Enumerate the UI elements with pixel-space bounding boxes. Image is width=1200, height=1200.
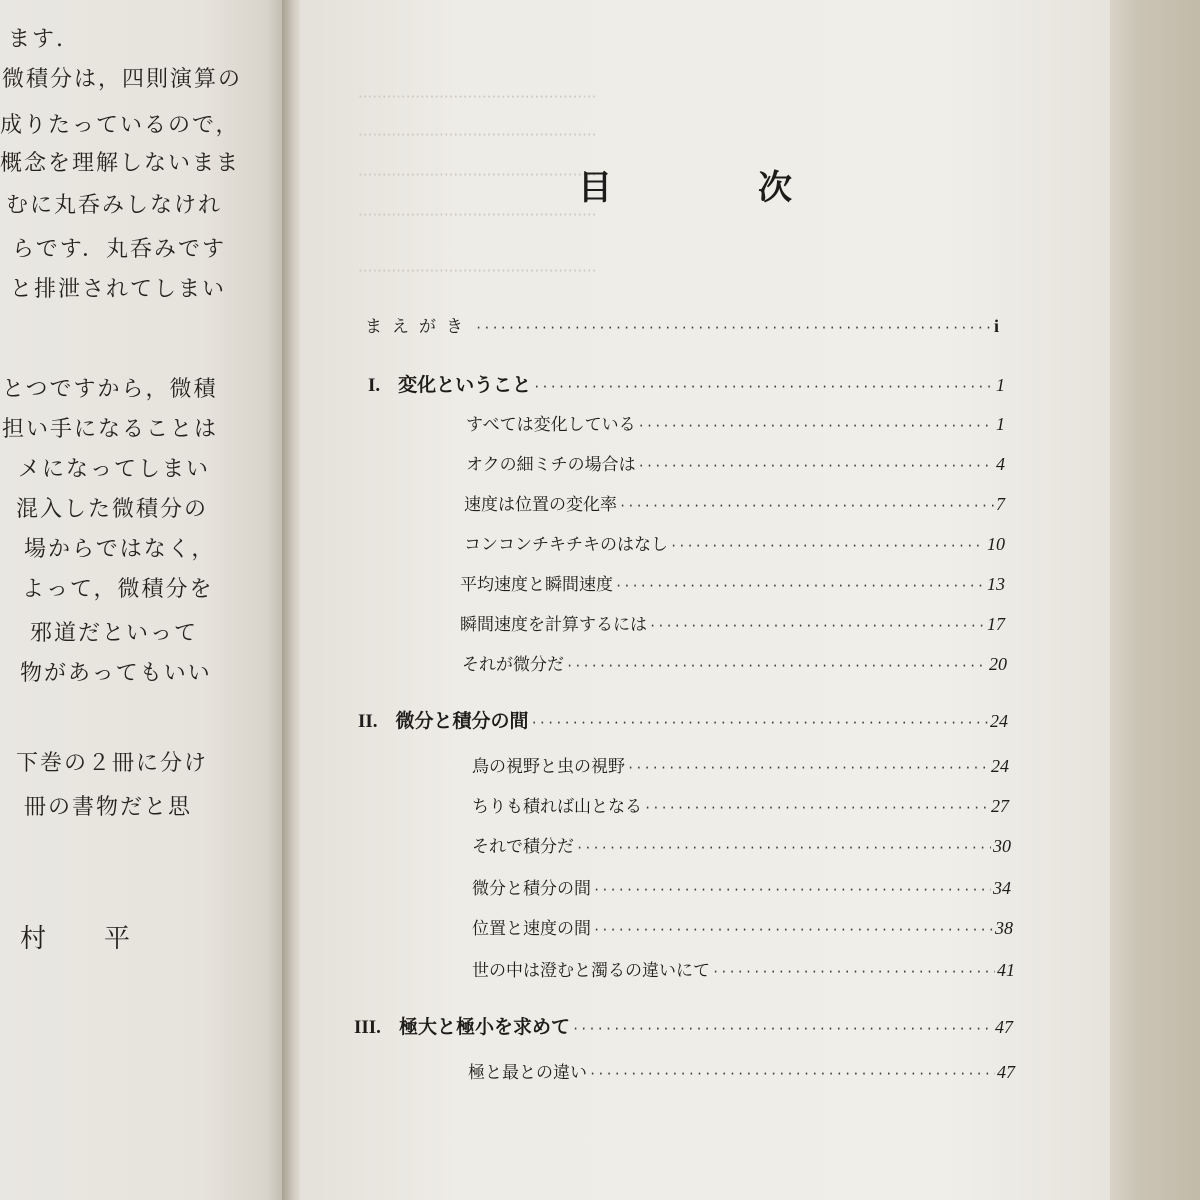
- chapter-number: III.: [354, 1017, 381, 1038]
- toc-section: [472, 832, 1011, 857]
- toc-page-number: 47: [997, 1062, 1015, 1082]
- toc-page-number: 27: [991, 796, 1009, 816]
- toc-entry-label: 世の中は澄むと濁るの違いにて: [472, 961, 710, 981]
- left-text-line: 場からではなく，: [24, 537, 216, 562]
- chapter-number: II.: [358, 711, 378, 732]
- leader-dots: [638, 419, 994, 433]
- toc-entry-label: まえがき: [365, 317, 473, 337]
- toc-section: [462, 650, 1007, 675]
- left-text-line: 微積分は，四則演算の: [2, 67, 243, 92]
- toc-page-number: 10: [987, 534, 1005, 554]
- toc-entry-label: すべては変化している: [466, 415, 636, 435]
- toc-section: [472, 956, 1015, 981]
- show-through-text: ··················································: [358, 88, 597, 106]
- leader-dots: [576, 841, 991, 855]
- toc-section: [472, 914, 1013, 939]
- toc-chapter: [354, 1012, 1013, 1039]
- left-text-line: 冊の書物だと思: [24, 795, 193, 820]
- toc-chapter: [358, 706, 1008, 733]
- toc-entry-label: オクの細ミチの場合は: [466, 455, 636, 475]
- show-through-text: ··················································: [358, 206, 597, 224]
- toc-entry-label: 微分と積分の間: [472, 879, 591, 899]
- leader-dots: [644, 801, 989, 815]
- toc-entry-label: 速度は位置の変化率: [464, 495, 617, 515]
- toc-title-char: 目: [578, 168, 612, 208]
- toc-section: [460, 570, 1005, 595]
- toc-entry-label: 変化ということ: [398, 374, 532, 396]
- toc-section: [472, 874, 1011, 899]
- left-text-line: ます.: [8, 27, 65, 52]
- leader-dots: [566, 659, 987, 673]
- left-text-line: 邪道だといって: [30, 621, 199, 646]
- toc-entry-label: それが微分だ: [462, 655, 564, 675]
- toc-title: [578, 160, 792, 210]
- leader-dots: [593, 923, 993, 937]
- toc-chapter: [368, 370, 1005, 397]
- leader-dots: [615, 579, 985, 593]
- toc-entry-label: 鳥の視野と虫の視野: [472, 757, 625, 777]
- left-text-line: と排泄されてしまい: [10, 277, 227, 302]
- toc-entry-label: コンコンチキチキのはなし: [464, 535, 668, 555]
- toc-page-number: 41: [997, 960, 1015, 980]
- leader-dots: [589, 1067, 995, 1081]
- toc-section: [472, 792, 1009, 817]
- toc-section: [466, 410, 1005, 435]
- toc-section: [468, 1058, 1015, 1083]
- toc-section: [464, 530, 1005, 555]
- leader-dots: [593, 883, 991, 897]
- leader-dots: [533, 380, 994, 394]
- toc-section: [464, 490, 1005, 515]
- toc-entry-label: それで積分だ: [472, 837, 574, 857]
- toc-page-number: 7: [996, 494, 1005, 514]
- toc-entry-label: 微分と積分の間: [395, 710, 529, 732]
- toc-entry-preface: [365, 312, 999, 337]
- toc-entry-label: 瞬間速度を計算するには: [460, 615, 647, 635]
- toc-page-number: i: [993, 316, 999, 336]
- toc-entry-label: 極と最との違い: [468, 1063, 587, 1083]
- toc-page-number: 1: [996, 414, 1005, 434]
- leader-dots: [649, 619, 985, 633]
- left-text-line: とつですから，微積: [2, 377, 218, 402]
- toc-entry-label: 極大と極小を求めて: [398, 1016, 570, 1038]
- toc-section: [472, 752, 1009, 777]
- left-text-line: らです．丸呑みです: [12, 237, 227, 262]
- toc-page-number: 38: [995, 918, 1013, 938]
- toc-page-number: 24: [991, 756, 1009, 776]
- left-text-line: 概念を理解しないまま: [0, 151, 241, 176]
- leader-dots: [670, 539, 985, 553]
- show-through-text: ··················································: [358, 166, 597, 184]
- toc-entry-label: 位置と速度の間: [472, 919, 591, 939]
- toc-page-number: 1: [996, 375, 1005, 395]
- toc-page-number: 17: [987, 614, 1005, 634]
- show-through-text: ··················································: [358, 262, 597, 280]
- left-text-line: 成りたっているので，: [0, 113, 240, 138]
- left-text-line: 物があってもいい: [20, 661, 212, 686]
- left-text-line: むに丸呑みしなけれ: [6, 193, 223, 218]
- toc-title-char: 次: [758, 168, 792, 208]
- toc-entry-label: 平均速度と瞬間速度: [460, 575, 613, 595]
- left-text-line: 下巻の２冊に分け: [16, 751, 209, 776]
- left-text-line: よって，微積分を: [22, 577, 214, 602]
- leader-dots: [638, 459, 994, 473]
- leader-dots: [627, 761, 989, 775]
- leader-dots: [619, 499, 994, 513]
- leader-dots: [531, 716, 988, 730]
- leader-dots: [572, 1022, 993, 1036]
- show-through-text: ··················································: [358, 126, 597, 144]
- leader-dots: [712, 965, 995, 979]
- toc-page-number: 13: [987, 574, 1005, 594]
- toc-page-number: 30: [993, 836, 1011, 856]
- left-text-line: メになってしまい: [18, 457, 211, 482]
- author-signature: 村 平: [20, 924, 133, 954]
- toc-section: [466, 450, 1005, 475]
- toc-page-number: 24: [990, 711, 1008, 731]
- toc-page-number: 47: [995, 1017, 1013, 1037]
- right-page: [300, 0, 1115, 1200]
- left-page: [0, 0, 290, 1200]
- toc-page-number: 20: [989, 654, 1007, 674]
- toc-page-number: 4: [996, 454, 1005, 474]
- left-text-line: 混入した微積分の: [16, 497, 209, 522]
- toc-section: [460, 610, 1005, 635]
- book-page-edges: [1110, 0, 1200, 1200]
- leader-dots: [475, 321, 992, 335]
- chapter-number: I.: [368, 375, 381, 396]
- toc-entry-label: ちりも積れば山となる: [472, 797, 642, 817]
- left-text-line: 担い手になることは: [2, 417, 219, 442]
- toc-page-number: 34: [993, 878, 1011, 898]
